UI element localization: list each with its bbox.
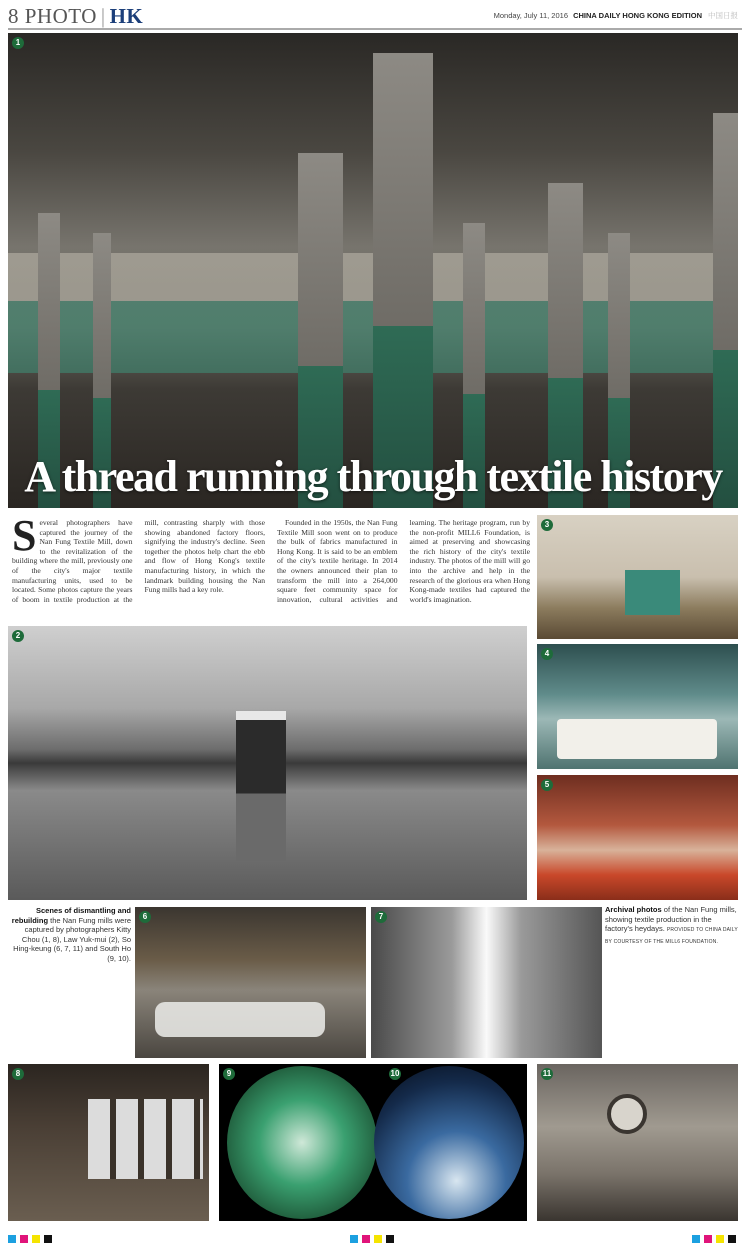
section-name: PHOTO	[24, 4, 97, 28]
photo-7-looking-up-building	[371, 907, 602, 1058]
article-paragraph: Founded in the 1950s, the Nan Fung Textile Mill soon went on to produce the bulk of fabrics manufactured in Hong Kong. It is said to be an emblem of the city's textile heritage. In 2014 the owners announced their plan to transform the mill into a 264,000 square feet community space for innovation, cultural activities and learning. The heritage program, run by the non-profit MILL6 Foundation, is aimed at preserving and showcasing the rich history of the city's textile industry. The photos of the mill will go into the archive and help in the research of the glorious era when Hong Kong-made textiles had captured the world's imagination.	[277, 518, 530, 604]
caption-photographers	[8, 906, 131, 963]
photo-credit: PROVIDED TO CHINA DAILY BY COURTESY OF THE MILL6 FOUNDATION.	[605, 927, 738, 945]
header-separator: |	[100, 4, 106, 28]
caption-text: of the Nan Fung mills, showing textile production in the factory's heydays.	[605, 905, 737, 933]
article-body	[12, 511, 530, 622]
photo-11-round-window	[537, 1064, 738, 1221]
caption-archival	[605, 905, 740, 947]
photo-number-badge: 5	[541, 779, 553, 791]
edition-info	[494, 10, 738, 21]
photo-1-factory-floor	[8, 33, 738, 508]
page-number: 8	[8, 4, 19, 28]
photo-number-badge: 4	[541, 648, 553, 660]
print-color-marks	[692, 1228, 740, 1247]
caption-lead: Archival photos	[605, 905, 662, 914]
photo-number-badge: 3	[541, 519, 553, 531]
drop-cap: S	[12, 511, 37, 560]
caption-lead: Scenes of dismantling and rebuilding	[11, 906, 131, 925]
photo-number-badge: 10	[390, 1069, 400, 1078]
photo-6-debris-floor	[135, 907, 366, 1058]
caption-text: the Nan Fung mills were captured by photographers Kitty Chou (1, 8), Law Yuk-mui (2), So Hing-keung (6, 7, 11) and South Ho (9, 10).	[13, 915, 131, 963]
photo-number-badge: 9	[223, 1068, 235, 1080]
photo-9-10-fisheye	[219, 1064, 527, 1221]
publication-name: CHINA DAILY HONG KONG EDITION	[573, 11, 702, 20]
photo-8-windows	[8, 1064, 209, 1221]
photo-number-badge: 8	[12, 1068, 24, 1080]
photo-2-man-in-demolished-site	[8, 626, 527, 900]
photo-number-badge: 6	[139, 911, 151, 923]
headline: A thread running through textile history	[24, 452, 722, 501]
photo-number-badge: 11	[542, 1069, 552, 1078]
print-color-marks	[350, 1228, 398, 1247]
article-paragraph: everal photographers have captured the journey of the Nan Fung Textile Mill, down to the revitalization of the building where the mill, previously one of the city's major textile manufacturing units, used to be located. Some photos capture the years of boom in textile production at the mill, contrasting sharply with those showing abandoned factory floors, signifying the industry's decline. Seen together the photos help chart the ebb and flow of Hong Kong's textile manufacturing history, in which the landmark building housing the Nan Fung mills had a key role.	[12, 518, 265, 604]
photo-3-archival-machinery	[537, 515, 738, 639]
header-rule	[8, 28, 742, 30]
date: Monday, July 11, 2016	[493, 11, 568, 20]
photo-4-cotton-processing	[537, 644, 738, 769]
chinese-logo: 中国日报	[708, 11, 738, 20]
photo-number-badge: 1	[12, 37, 24, 49]
photo-5-spinning-bobbins	[537, 775, 738, 900]
section-header	[8, 4, 143, 29]
photo-number-badge: 2	[12, 630, 24, 642]
region-label: HK	[109, 4, 144, 28]
print-color-marks	[8, 1228, 56, 1247]
photo-number-badge: 7	[375, 911, 387, 923]
